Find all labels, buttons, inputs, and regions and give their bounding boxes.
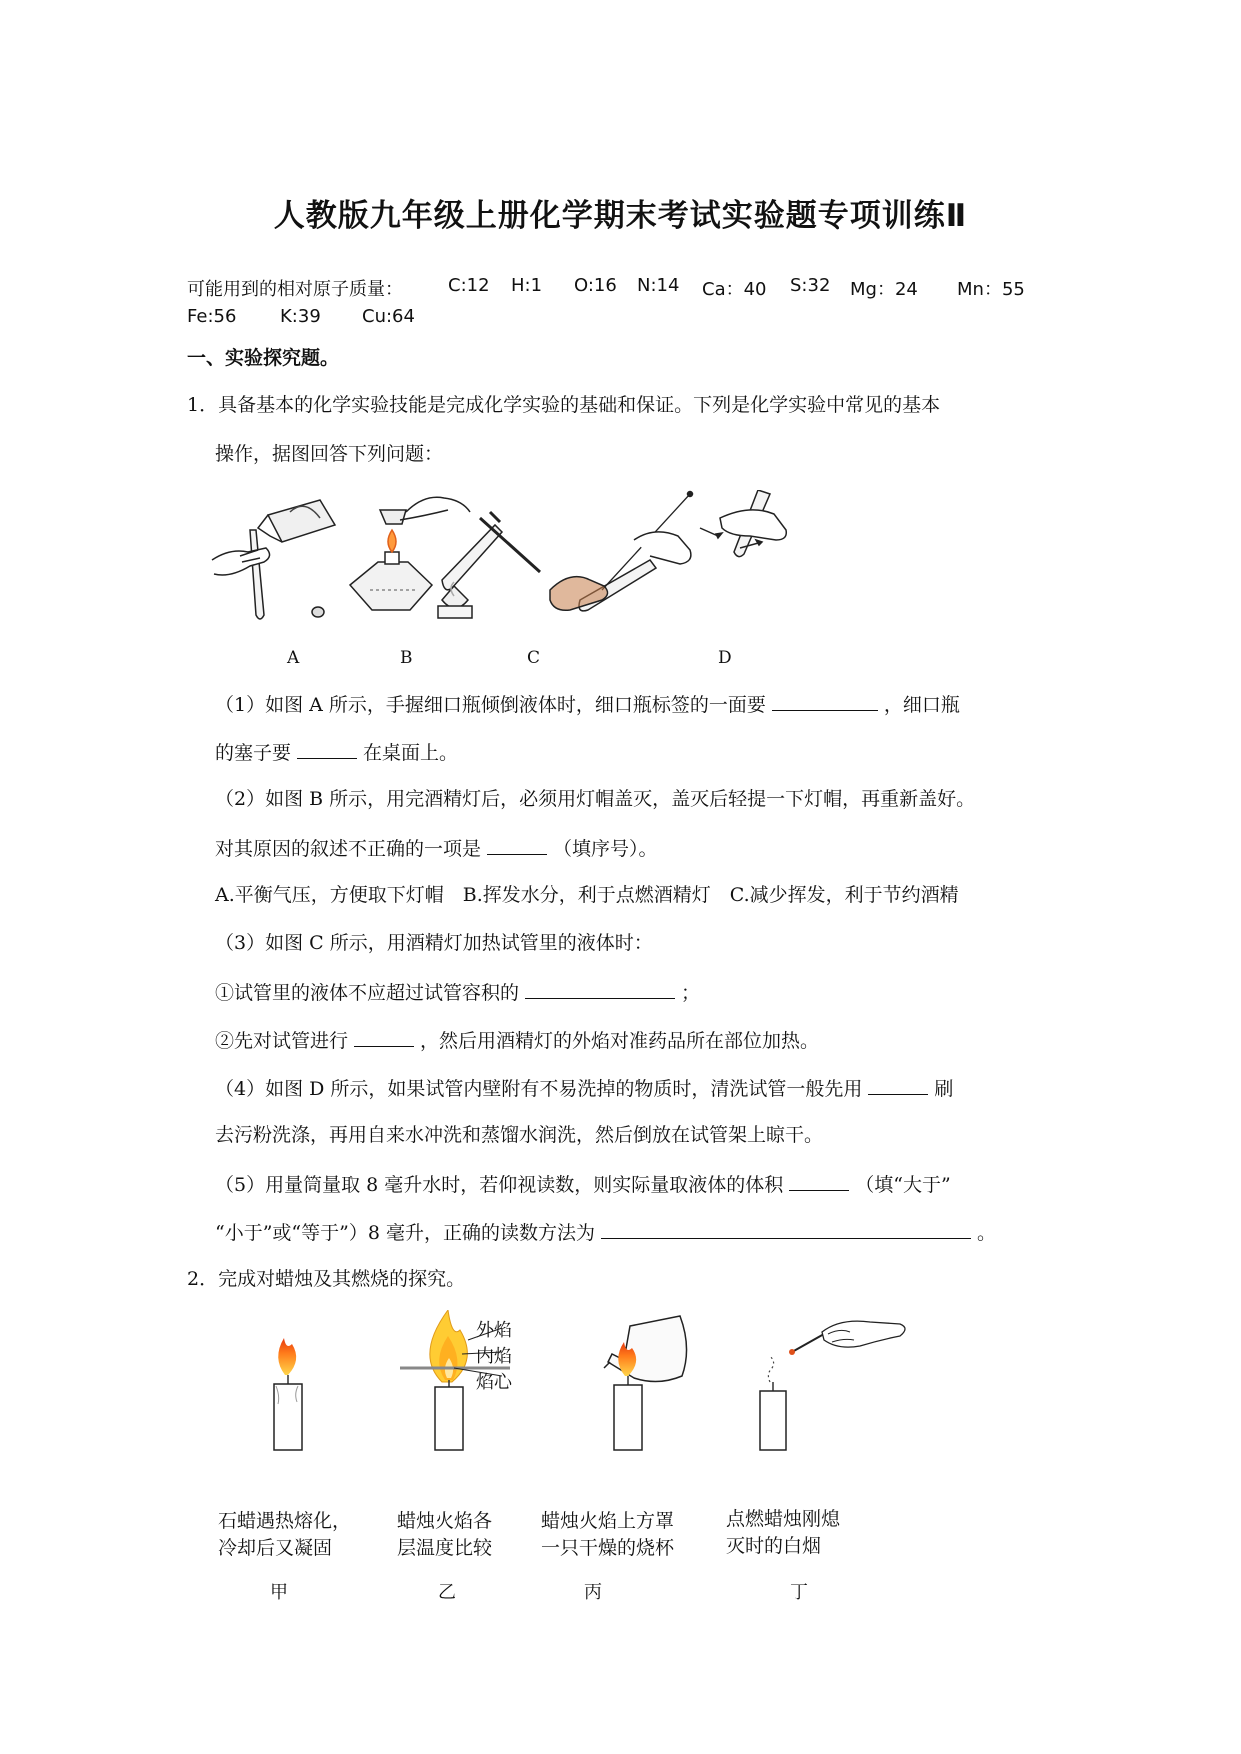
q1-part5-text-d: 。 <box>976 1222 996 1244</box>
atomic-mass-o: O:16 <box>574 275 617 296</box>
answer-blank-brush[interactable] <box>868 1074 928 1095</box>
q2-number: 2． <box>187 1268 219 1290</box>
q1-part3-item1 <box>215 978 700 1006</box>
answer-blank-stopper[interactable] <box>297 738 357 759</box>
q1-part4-text-a: （4）如图 D 所示，如果试管内壁附有不易洗掉的物质时，清洗试管一般先用 <box>215 1078 863 1100</box>
q1-part5-line2 <box>215 1218 996 1246</box>
q1-part5-text-a: （5）用量筒量取 8 毫升水时，若仰视读数，则实际量取液体的体积 <box>215 1174 784 1196</box>
q1-part1-line1 <box>215 690 960 718</box>
figure-label-c: C <box>527 648 541 668</box>
q1-part4-text-b: 刷 <box>934 1078 954 1100</box>
answer-blank-preheat[interactable] <box>354 1026 414 1047</box>
q1-part2-line2 <box>215 834 658 862</box>
answer-blank-reading-method[interactable] <box>601 1218 971 1239</box>
q1-part3-item2-text: ②先对试管进行 <box>215 1030 349 1052</box>
figure-label-d: D <box>718 648 732 668</box>
q1-part5-text-b: （填“大于” <box>855 1174 951 1196</box>
atomic-mass-n: N:14 <box>637 275 680 296</box>
q1-part4-line1 <box>215 1074 953 1102</box>
flame-label-inner: 内焰 <box>476 1346 512 1367</box>
atomic-mass-h: H:1 <box>511 275 543 296</box>
figure-label-b: B <box>400 648 413 668</box>
q2-stem <box>187 1266 465 1292</box>
atomic-mass-c: C:12 <box>448 275 490 296</box>
candle-jia <box>274 1338 302 1450</box>
lab-operations-figure <box>210 490 890 630</box>
candle-experiments-figure <box>210 1310 930 1480</box>
caption-ding-line1: 点燃蜡烛刚熄 <box>726 1508 841 1530</box>
atomic-mass-ca: Ca：40 <box>702 279 767 300</box>
q1-part4-line2: 去污粉洗涤，再用自来水冲洗和蒸馏水润洗，然后倒放在试管架上晾干。 <box>215 1124 824 1146</box>
q2-stem-text: 完成对蜡烛及其燃烧的探究。 <box>218 1268 466 1290</box>
flame-label-outer: 外焰 <box>476 1320 512 1341</box>
q1-part3-item2-end: ，然后用酒精灯的外焰对准药品所在部位加热。 <box>420 1030 820 1052</box>
q1-part1-text-c: 的塞子要 <box>215 742 292 764</box>
caption-yi-tag: 乙 <box>438 1582 456 1603</box>
q1-part2-text-b: 对其原因的叙述不正确的一项是 <box>215 838 482 860</box>
q1-part3-item1-text: ①试管里的液体不应超过试管容积的 <box>215 982 520 1004</box>
atomic-mass-mn: Mn：55 <box>957 279 1025 300</box>
q1-part1-line2 <box>215 738 458 766</box>
candle-bing <box>604 1316 687 1450</box>
flame-label-core: 焰心 <box>476 1372 512 1393</box>
page-title: 人教版九年级上册化学期末考试实验题专项训练Ⅱ <box>273 198 968 234</box>
q1-stem-text: 具备基本的化学实验技能是完成化学实验的基础和保证。下列是化学实验中常见的基本 <box>218 394 941 416</box>
atomic-mass-fe: Fe:56 <box>187 306 237 327</box>
q1-part3-item2 <box>215 1026 819 1054</box>
caption-bing-tag: 丙 <box>584 1582 602 1603</box>
q1-part1-text-a: （1）如图 A 所示，手握细口瓶倾倒液体时，细口瓶标签的一面要 <box>215 694 766 716</box>
figure-label-a: A <box>287 648 300 668</box>
caption-bing-line2: 一只干燥的烧杯 <box>541 1537 675 1559</box>
q1-part1-text-d: 在桌面上。 <box>363 742 459 764</box>
answer-blank-label-direction[interactable] <box>772 690 878 711</box>
atomic-mass-label: 可能用到的相对原子质量： <box>187 279 403 300</box>
section-heading: 一、实验探究题。 <box>187 347 340 369</box>
atomic-mass-cu: Cu:64 <box>362 306 415 327</box>
q1-part5-text-c: “小于”或“等于”）8 毫升，正确的读数方法为 <box>215 1222 595 1244</box>
q1-stem-line2: 操作，据图回答下列问题： <box>215 443 444 465</box>
atomic-mass-mg: Mg：24 <box>850 279 918 300</box>
caption-jia-line2: 冷却后又凝固 <box>218 1537 333 1559</box>
figure-d-cleaning-tube <box>550 490 786 611</box>
caption-bing-line1: 蜡烛火焰上方罩 <box>541 1510 675 1532</box>
q1-stem-line1 <box>187 392 940 418</box>
candle-ding <box>760 1321 905 1450</box>
atomic-mass-k: K:39 <box>280 306 321 327</box>
caption-yi-line2: 层温度比较 <box>397 1537 493 1559</box>
atomic-mass-s: S:32 <box>790 275 831 296</box>
caption-jia-line1: 石蜡遇热熔化， <box>218 1510 352 1532</box>
figure-c-heating-tube <box>438 512 540 618</box>
q1-number: 1． <box>187 394 219 416</box>
caption-ding-tag: 丁 <box>790 1582 808 1603</box>
answer-blank-volume[interactable] <box>525 978 675 999</box>
q1-part3-stem: （3）如图 C 所示，用酒精灯加热试管里的液体时： <box>215 932 653 954</box>
figure-a-pouring <box>212 500 335 619</box>
q1-part2-text-c: （填序号）。 <box>553 838 658 860</box>
answer-blank-volume-compare[interactable] <box>789 1170 849 1191</box>
caption-ding-line2: 灭时的白烟 <box>726 1535 822 1557</box>
caption-jia-tag: 甲 <box>270 1582 288 1603</box>
caption-yi-line1: 蜡烛火焰各 <box>397 1510 493 1532</box>
q1-part5-line1 <box>215 1170 951 1198</box>
answer-blank-option[interactable] <box>487 834 547 855</box>
q1-part2-line1: （2）如图 B 所示，用完酒精灯后，必须用灯帽盖灭，盖灭后轻提一下灯帽，再重新盖好。 <box>215 788 976 810</box>
q1-part3-item1-end: ； <box>681 982 701 1004</box>
q1-part2-options: A.平衡气压，方便取下灯帽 B.挥发水分，利于点燃酒精灯 C.减少挥发，利于节约酒精 <box>215 884 959 906</box>
q1-part1-text-b: ，细口瓶 <box>883 694 960 716</box>
